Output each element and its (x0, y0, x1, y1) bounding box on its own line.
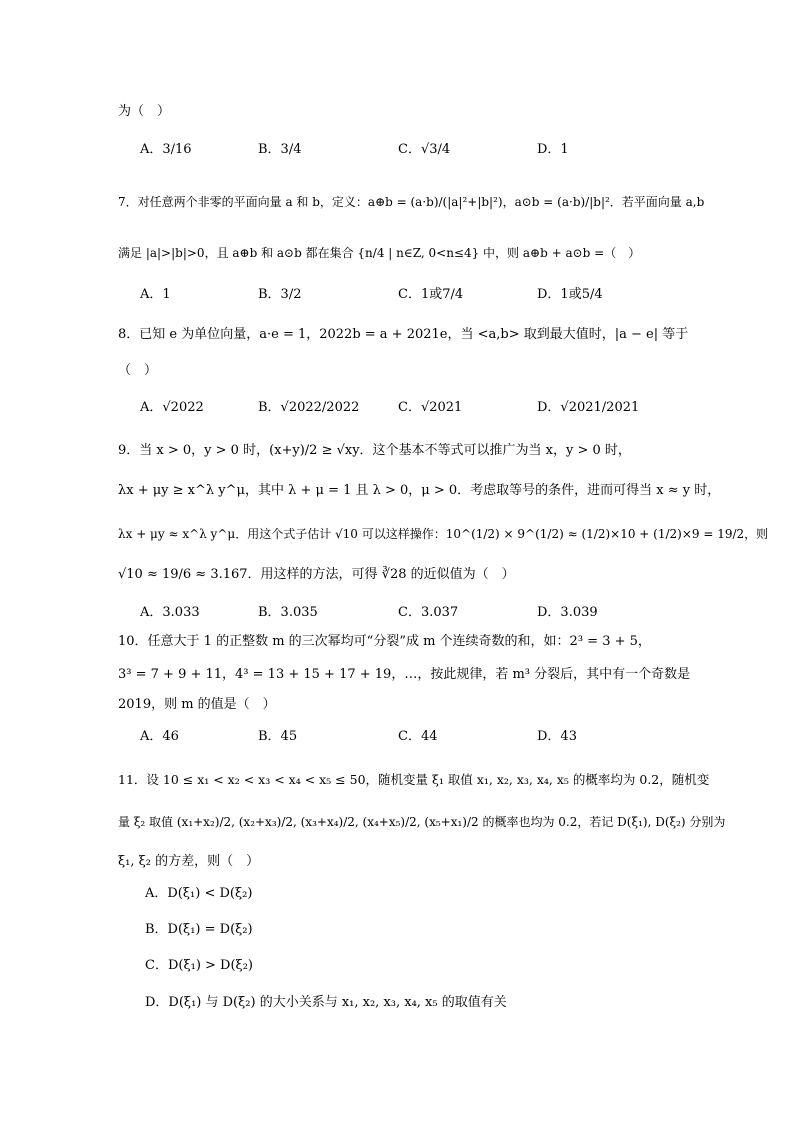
q8-option-d[interactable]: D．√2021/2021 (537, 400, 640, 415)
q7-stem-line2: 满足 |a|>|b|>0，且 a⊕b 和 a⊙b 都在集合 {n/4 | n∈Z, 0<n≤4} 中，则 a⊕b + a⊙b =（ ） (118, 246, 641, 260)
q6-tail: 为（ ） (118, 104, 171, 119)
q10-stem-line2: 3³ = 7 + 9 + 11，4³ = 13 + 15 + 17 + 19，…，按此规律，若 m³ 分裂后，其中有一个奇数是 (118, 667, 691, 682)
q8-stem-line2: （ ） (118, 363, 158, 378)
q8-option-c[interactable]: C．√2021 (398, 400, 463, 415)
q9-stem-line2: λx + μy ≥ x^λ y^μ，其中 λ + μ = 1 且 λ > 0，μ > 0．考虑取等号的条件，进而可得当 x ≈ y 时， (118, 483, 721, 498)
q10-stem-line3: 2019，则 m 的值是（ ） (118, 697, 276, 712)
q10-option-a[interactable]: A．46 (140, 729, 179, 744)
q11-option-b[interactable]: B．D(ξ₁) = D(ξ₂) (145, 922, 253, 937)
q9-stem-line1: 9．当 x > 0，y > 0 时，(x+y)/2 ≥ √xy．这个基本不等式可以推广为当 x，y > 0 时， (118, 443, 631, 458)
q10-option-c[interactable]: C．44 (398, 729, 438, 744)
q7-option-c[interactable]: C．1或7/4 (398, 287, 464, 302)
q8-stem-line1: 8．已知 e 为单位向量，a·e = 1，2022b = a + 2021e，当 <a,b> 取到最大值时，|a − e| 等于 (118, 327, 689, 342)
q10-option-d[interactable]: D．43 (537, 729, 577, 744)
q9-option-b[interactable]: B．3.035 (258, 605, 318, 620)
q10-stem-line1: 10．任意大于 1 的正整数 m 的三次幂均可“分裂”成 m 个连续奇数的和，如：2³ = 3 + 5， (118, 634, 651, 649)
q9-option-c[interactable]: C．3.037 (398, 605, 459, 620)
q6-option-d[interactable]: D．1 (537, 142, 569, 157)
q7-option-b[interactable]: B．3/2 (258, 287, 302, 302)
q11-stem-line1: 11．设 10 ≤ x₁ < x₂ < x₃ < x₄ < x₅ ≤ 50，随机变量 ξ₁ 取值 x₁, x₂, x₃, x₄, x₅ 的概率均为 0.2，随机变 (118, 772, 710, 787)
q9-option-d[interactable]: D．3.039 (537, 605, 598, 620)
q10-option-b[interactable]: B．45 (258, 729, 298, 744)
q6-option-a[interactable]: A．3/16 (140, 142, 192, 157)
q9-stem-line4: √10 ≈ 19/6 ≈ 3.167．用这样的方法，可得 ∛28 的近似值为（ ） (118, 567, 515, 582)
q11-option-d[interactable]: D．D(ξ₁) 与 D(ξ₂) 的大小关系与 x₁, x₂, x₃, x₄, x₅ 的取值有关 (145, 995, 507, 1010)
q11-stem-line2: 量 ξ₂ 取值 (x₁+x₂)/2, (x₂+x₃)/2, (x₃+x₄)/2, (x₄+x₅)/2, (x₅+x₁)/2 的概率也均为 0.2，若记 D(ξ₁), D(ξ₂) 分别为 (118, 815, 726, 829)
q6-option-b[interactable]: B．3/4 (258, 142, 302, 157)
q8-option-a[interactable]: A．√2022 (140, 400, 204, 415)
q11-stem-line3: ξ₁, ξ₂ 的方差，则（ ） (118, 854, 260, 869)
q11-option-c[interactable]: C．D(ξ₁) > D(ξ₂) (145, 958, 253, 973)
q7-stem-line1: 7．对任意两个非零的平面向量 a 和 b，定义：a⊕b = (a·b)/(|a|²+|b|²)，a⊙b = (a·b)/|b|²．若平面向量 a,b (118, 195, 705, 209)
q6-option-c[interactable]: C．√3/4 (398, 142, 451, 157)
q9-option-a[interactable]: A．3.033 (140, 605, 200, 620)
q7-option-a[interactable]: A．1 (140, 287, 171, 302)
q11-option-a[interactable]: A．D(ξ₁) < D(ξ₂) (145, 886, 253, 901)
q7-option-d[interactable]: D．1或5/4 (537, 287, 603, 302)
q8-option-b[interactable]: B．√2022/2022 (258, 400, 360, 415)
q9-stem-line3: λx + μy ≈ x^λ y^μ．用这个式子估计 √10 可以这样操作：10^(1/2) × 9^(1/2) ≈ (1/2)×10 + (1/2)×9 = 19/2，则 (118, 527, 769, 541)
